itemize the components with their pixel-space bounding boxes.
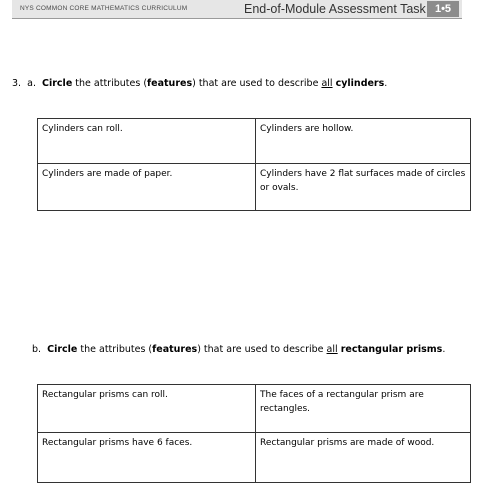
attribute-cell[interactable]: Cylinders are made of paper. [38,164,256,211]
assessment-title: End-of-Module Assessment Task [244,2,426,16]
prompt-underlined-word: all [326,344,338,355]
attribute-cell[interactable]: Cylinders are hollow. [256,119,471,164]
prompt-bold-word: features [152,344,198,355]
prompt-text-1: the attributes ( [80,344,153,355]
question-letter: a. [27,78,36,89]
instruction-verb: Circle [47,344,78,355]
curriculum-label: NYS COMMON CORE MATHEMATICS CURRICULUM [20,5,188,12]
question-letter: b. [32,344,42,355]
prompt-underlined-word: all [321,78,333,89]
attribute-cell[interactable]: The faces of a rectangular prism are rectangles. [256,385,471,433]
prompt-period: . [384,78,388,89]
table-row [38,119,471,164]
cylinder-attributes-table [37,118,471,211]
question-number: 3. [12,78,22,89]
prompt-period: . [442,344,446,355]
prompt-bold-word: features [147,78,193,89]
table-row [38,164,471,211]
question-3b-prompt [32,344,445,355]
table-row [38,433,471,483]
question-3a-prompt [12,78,387,89]
prompt-subject: rectangular prisms [340,344,443,355]
attribute-cell[interactable]: Rectangular prisms have 6 faces. [38,433,256,483]
rectangular-prism-attributes-table [37,384,471,483]
attribute-cell[interactable]: Cylinders can roll. [38,119,256,164]
attribute-cell[interactable]: Rectangular prisms are made of wood. [256,433,471,483]
attribute-cell[interactable]: Cylinders have 2 flat surfaces made of circles or ovals. [256,164,471,211]
page-header [12,0,462,20]
table-row [38,385,471,433]
prompt-text-1: the attributes ( [75,78,148,89]
prompt-text-2: ) that are used to describe [197,344,324,355]
prompt-text-2: ) that are used to describe [192,78,319,89]
module-badge: 1•5 [427,1,459,17]
instruction-verb: Circle [42,78,73,89]
attribute-cell[interactable]: Rectangular prisms can roll. [38,385,256,433]
prompt-subject: cylinders [335,78,385,89]
